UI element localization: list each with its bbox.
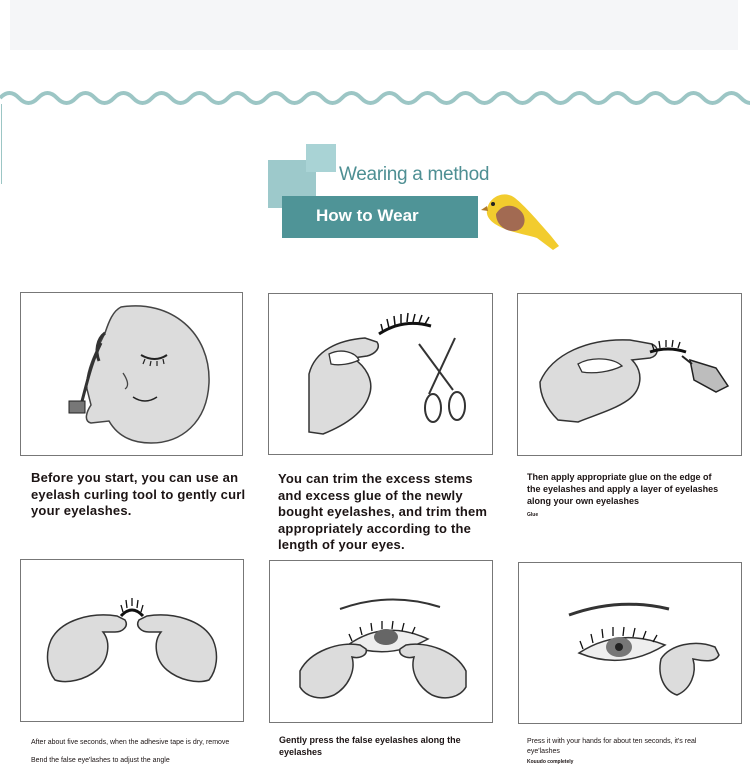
step-3-caption: Then apply appropriate glue on the edge of the eyelashes and apply a layer of eyelashes along your own eyelashes <box>527 472 719 506</box>
step-6-note: Kouudo completely <box>527 759 574 765</box>
step-3-illustration <box>517 293 742 456</box>
step-3-note: Glue <box>527 512 539 518</box>
left-accent-line <box>1 104 2 184</box>
section-header <box>266 144 566 259</box>
decor-square-small <box>306 144 336 172</box>
step-6-illustration <box>518 562 742 724</box>
bird-icon <box>481 184 561 259</box>
bend-lashes-icon <box>21 560 243 721</box>
step-4-note: Bend the false eye'lashes to adjust the angle <box>31 757 170 764</box>
apply-glue-icon <box>518 294 741 455</box>
step-5-caption: Gently press the false eyelashes along the eyelashes <box>279 735 461 757</box>
section-title: How to Wear <box>316 206 419 225</box>
section-subtitle: Wearing a method <box>339 164 490 185</box>
top-band <box>10 0 738 50</box>
step-2-caption: You can trim the excess stems and excess glue of the newly bought eyelashes, and trim them appropriately according to the length of your eyes. <box>278 471 488 552</box>
step-1-illustration <box>20 292 243 456</box>
final-eye-icon <box>519 563 741 723</box>
trim-scissors-icon <box>269 294 492 454</box>
step-4-caption: After about five seconds, when the adhesive tape is dry, remove <box>31 739 230 746</box>
step-6-caption: Press it with your hands for about ten seconds, it's real eye'lashes <box>527 738 697 755</box>
press-lashes-icon <box>270 561 492 722</box>
face-curler-icon <box>21 293 242 455</box>
step-5-illustration <box>269 560 493 723</box>
step-1-caption: Before you start, you can use an eyelash curling tool to gently curl your eyelashes. <box>31 470 246 518</box>
wave-divider <box>0 88 750 108</box>
step-4-illustration <box>20 559 244 722</box>
title-banner <box>282 196 478 238</box>
step-2-illustration <box>268 293 493 455</box>
